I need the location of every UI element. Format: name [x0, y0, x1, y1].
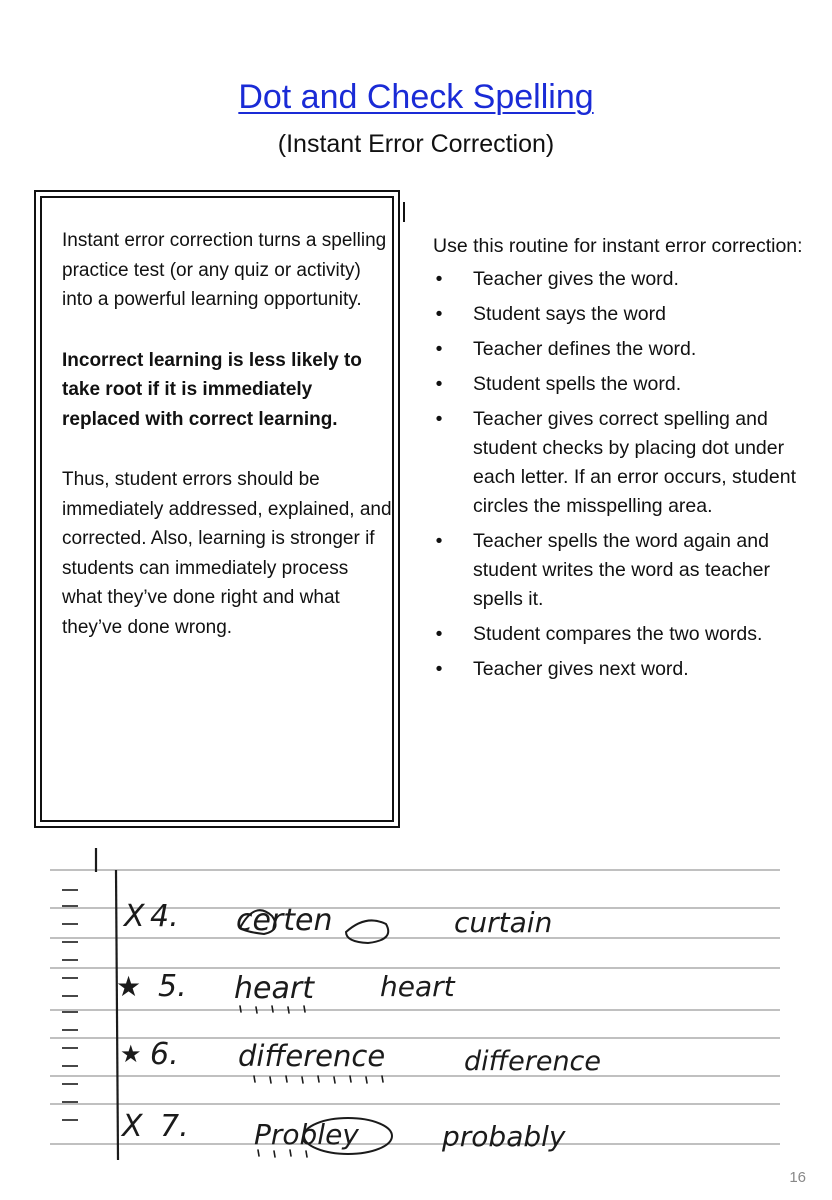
page-subtitle: (Instant Error Correction): [277, 130, 555, 158]
list-item-text: Teacher gives the word.: [473, 268, 679, 290]
bullet-icon: •: [435, 303, 443, 325]
info-paragraph-emphasis: Incorrect learning is less likely to take root if it is immediately replaced with correct learning.: [62, 349, 362, 430]
page-number: 16: [789, 1169, 806, 1186]
list-item: [433, 405, 813, 521]
bullet-icon: •: [435, 623, 443, 645]
list-item-text: Student spells the word.: [473, 373, 682, 395]
bullet-icon: •: [435, 268, 443, 290]
row-attempt: Probley: [254, 1118, 359, 1151]
info-paragraph-explanation: Thus, student errors should be immediately addressed, explained, and corrected. Also, learning is stronger if students can immediately process what they’ve done right and what they’ve done wrong.: [62, 469, 392, 638]
row-number: 6.: [150, 1037, 179, 1072]
info-box: [34, 190, 400, 828]
list-item: [433, 300, 813, 329]
list-item-text: Teacher defines the word.: [473, 338, 697, 360]
list-item: [433, 370, 813, 399]
row-correction: difference: [464, 1046, 602, 1077]
list-item: [433, 527, 813, 614]
row-attempt: heart: [234, 971, 314, 1006]
list-item-text: Teacher gives correct spelling and student checks by placing dot under each letter. If an error occurs, student circles the misspelling area.: [473, 408, 796, 517]
list-item: [433, 655, 813, 684]
bullet-icon: •: [435, 530, 443, 552]
list-item: [433, 265, 813, 294]
row-correction: curtain: [454, 906, 553, 939]
row-correction: heart: [380, 970, 455, 1003]
routine-column: [433, 232, 813, 690]
row-number: 4.: [150, 899, 179, 934]
page-title: Dot and Check Spelling: [238, 78, 594, 116]
box-corner-tick: [403, 202, 405, 222]
routine-list: [433, 265, 813, 684]
row-mark: ★: [116, 970, 142, 1003]
worksheet-row-6: [120, 1037, 601, 1077]
row-mark: ★: [120, 1040, 142, 1068]
list-item-text: Teacher gives next word.: [473, 658, 689, 680]
info-box-text: [62, 226, 392, 673]
row-correction: probably: [442, 1120, 566, 1153]
worksheet-row-5: [116, 969, 456, 1006]
bullet-icon: •: [435, 373, 443, 395]
info-paragraph-intro: Instant error correction turns a spelling practice test (or any quiz or activity) into a powerful learning opportunity.: [62, 230, 387, 310]
bullet-icon: •: [435, 658, 443, 680]
row-mark: X: [122, 1109, 143, 1144]
list-item-text: Teacher spells the word again and student writes the word as teacher spells it.: [473, 530, 770, 610]
bullet-icon: •: [435, 338, 443, 360]
list-item-text: Student says the word: [473, 303, 666, 325]
bullet-icon: •: [435, 408, 443, 430]
row-number: 5.: [158, 969, 187, 1004]
row-mark: X: [124, 899, 145, 934]
handwritten-worksheet-image: [50, 848, 780, 1168]
list-item-text: Student compares the two words.: [473, 623, 763, 645]
worksheet-row-7: [120, 1109, 566, 1153]
row-attempt: difference: [238, 1039, 386, 1073]
list-item: [433, 335, 813, 364]
list-item: [433, 620, 813, 649]
row-attempt: certen: [236, 903, 333, 938]
worksheet-row-4: [122, 899, 552, 939]
routine-intro: Use this routine for instant error correction:: [433, 235, 803, 257]
row-number: 7.: [160, 1109, 189, 1144]
